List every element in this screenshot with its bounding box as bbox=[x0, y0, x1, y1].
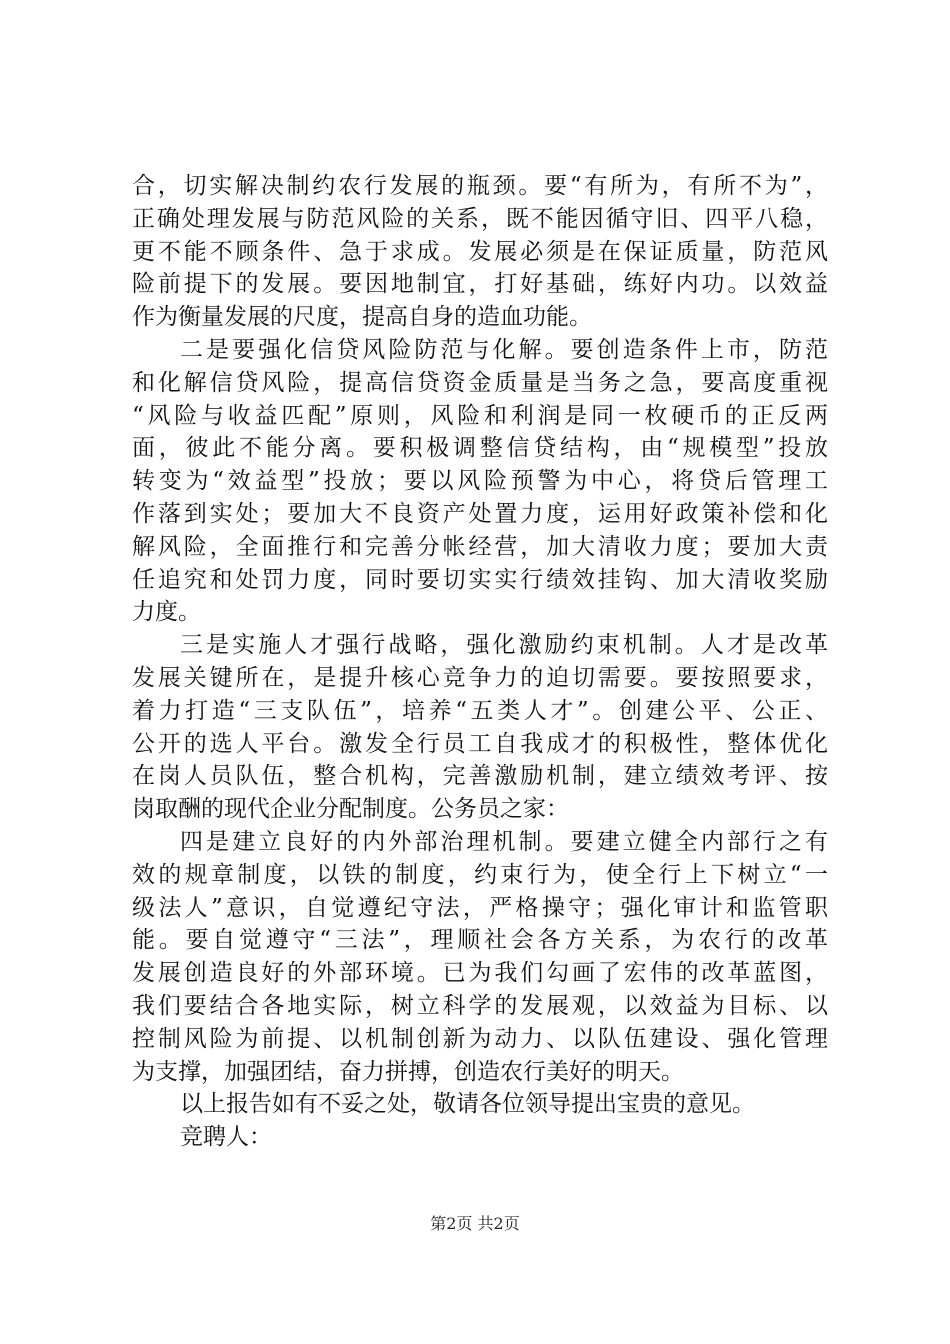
text-line: 面，彼此不能分离。要积极调整信贷结构，由“规模型”投放 bbox=[132, 435, 828, 462]
text-line: 公开的选人平台。激发全行员工自我成才的积极性，整体优化 bbox=[132, 730, 828, 757]
closing-remark: 以上报告如有不妥之处，敬请各位领导提出宝贵的意见。 bbox=[180, 1091, 755, 1118]
text-line: 发展关键所在，是提升核心竞争力的迫切需要。要按照要求， bbox=[132, 664, 828, 691]
text-line: 转变为“效益型”投放；要以风险预警为中心，将贷后管理工 bbox=[132, 468, 828, 495]
text-line: “风险与收益匹配”原则，风险和利润是同一枚硬币的正反两 bbox=[132, 402, 828, 429]
text-line: 解风险，全面推行和完善分帐经营，加大清收力度；要加大责 bbox=[132, 533, 828, 560]
paragraph-first-line: 二是要强化信贷风险防范与化解。要创造条件上市，防范 bbox=[180, 336, 828, 363]
text-line: 为支撑，加强团结，奋力拼搏，创造农行美好的明天。 bbox=[132, 1058, 684, 1085]
text-line: 任追究和处罚力度，同时要切实实行绩效挂钩、加大清收奖励 bbox=[132, 566, 828, 593]
text-line: 着力打造“三支队伍”，培养“五类人才”。创建公平、公正、 bbox=[132, 697, 828, 724]
text-line: 我们要结合各地实际，树立科学的发展观，以效益为目标、以 bbox=[132, 992, 828, 1019]
text-line: 作为衡量发展的尺度，提高自身的造血功能。 bbox=[132, 304, 592, 331]
text-line: 发展创造良好的外部环境。已为我们勾画了宏伟的改革蓝图， bbox=[132, 960, 828, 987]
text-line: 效的规章制度，以铁的制度，约束行为，使全行上下树立“一 bbox=[132, 861, 828, 888]
text-line: 合，切实解决制约农行发展的瓶颈。要“有所为，有所不为”， bbox=[132, 173, 828, 199]
page-number: 第2页 共2页 bbox=[430, 1214, 520, 1233]
text-line: 险前提下的发展。要因地制宜，打好基础，练好内功。以效益 bbox=[132, 271, 828, 298]
text-line: 更不能不顾条件、急于求成。发展必须是在保证质量，防范风 bbox=[132, 238, 828, 265]
text-line: 能。要自觉遵守“三法”，理顺社会各方关系，为农行的改革 bbox=[132, 927, 828, 954]
text-line: 和化解信贷风险，提高信贷资金质量是当务之急，要高度重视 bbox=[132, 369, 828, 396]
text-line: 控制风险为前提、以机制创新为动力、以队伍建设、强化管理 bbox=[132, 1025, 828, 1052]
text-line: 岗取酬的现代企业分配制度。公务员之家： bbox=[132, 796, 569, 823]
document-body bbox=[132, 170, 828, 1154]
text-line: 作落到实处；要加大不良资产处置力度，运用好政策补偿和化 bbox=[132, 500, 828, 527]
text-line: 正确处理发展与防范风险的关系，既不能因循守旧、四平八稳， bbox=[132, 205, 828, 232]
paragraph-first-line: 三是实施人才强行战略，强化激励约束机制。人才是改革 bbox=[180, 632, 828, 659]
text-line: 级法人”意识，自觉遵纪守法，严格操守；强化审计和监管职 bbox=[132, 894, 828, 921]
signature-label: 竞聘人： bbox=[180, 1124, 272, 1151]
text-line: 力度。 bbox=[132, 599, 201, 626]
text-line: 在岗人员队伍，整合机构，完善激励机制，建立绩效考评、按 bbox=[132, 763, 828, 790]
paragraph-first-line: 四是建立良好的内外部治理机制。要建立健全内部行之有 bbox=[180, 828, 828, 855]
